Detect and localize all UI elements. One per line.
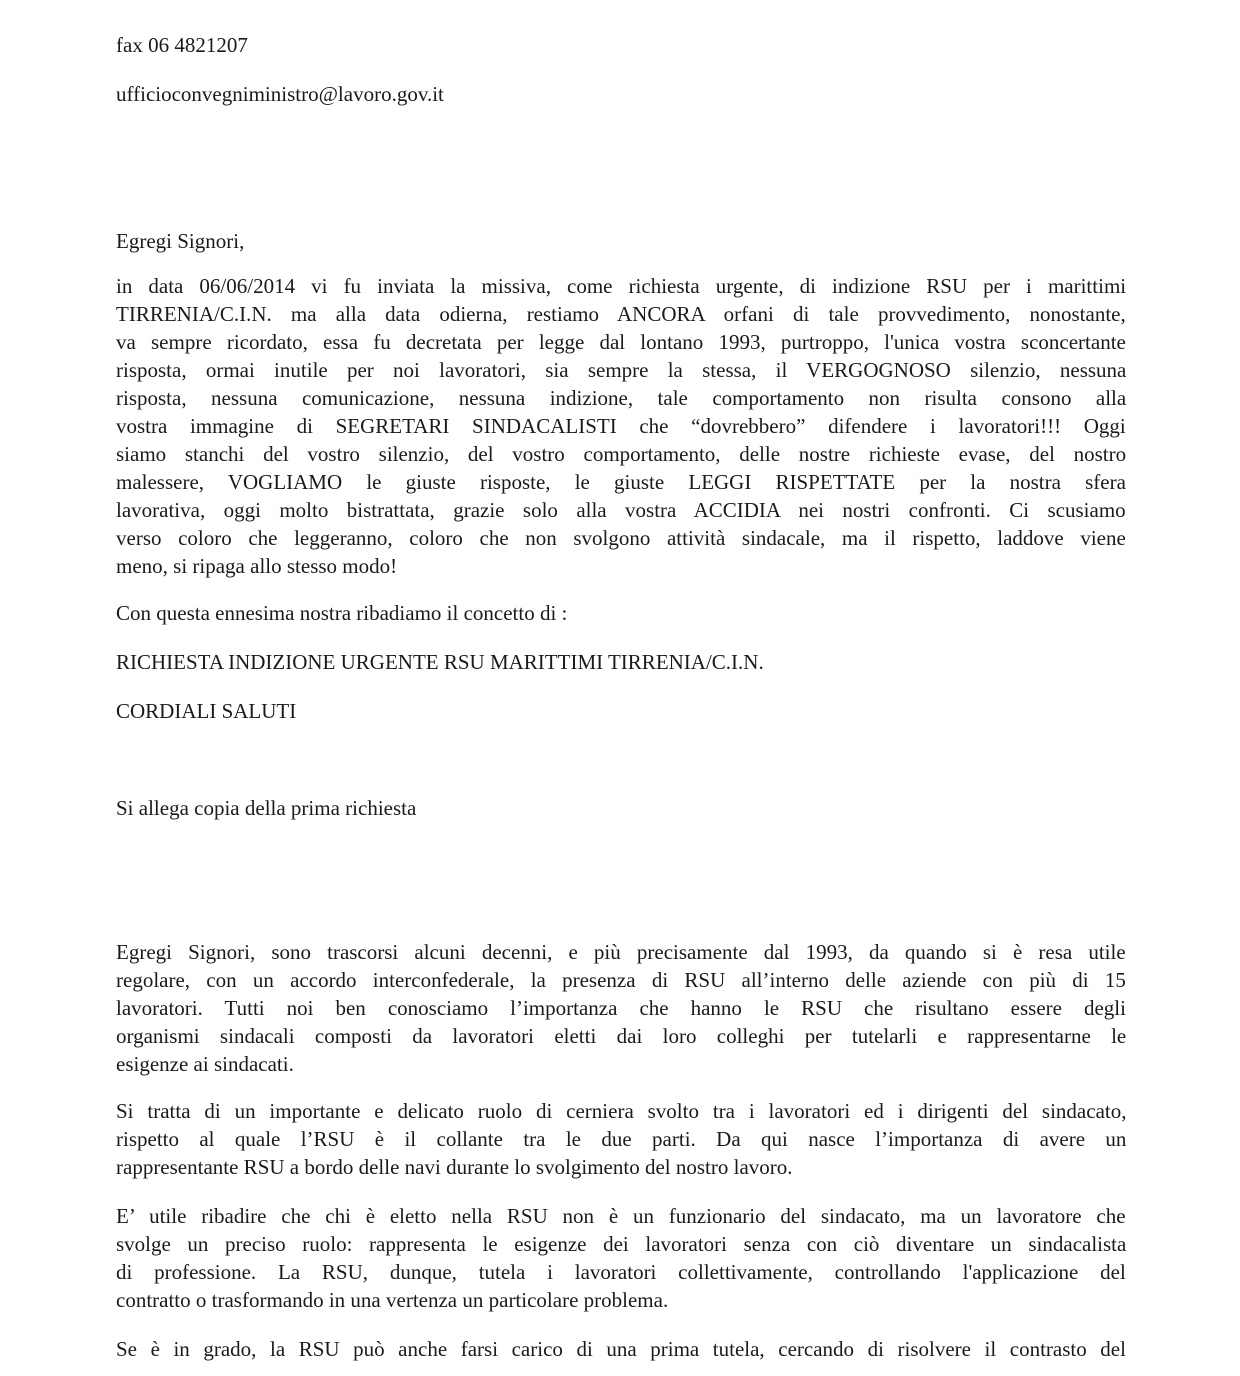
fax-number: fax 06 4821207 (116, 33, 248, 57)
paragraph-line: Si tratta di un importante e delicato ruolo di cerniera svolto tra i lavoratori ed i dirigenti del sindacato, (116, 1099, 1127, 1123)
body-line: siamo stanchi del vostro silenzio, del vostro comportamento, delle nostre richieste evase, del nostro (116, 442, 1127, 466)
reiterate-line: Con questa ennesima nostra ribadiamo il concetto di : (116, 601, 568, 625)
first-request-paragraph-2 (116, 1097, 1126, 1181)
body-line: risposta, nessuna comunicazione, nessuna indizione, tale comportamento non risulta consono alla (116, 386, 1127, 410)
attachment-note: Si allega copia della prima richiesta (116, 796, 417, 820)
body-line: TIRRENIA/C.I.N. ma alla data odierna, restiamo ANCORA orfani di tale provvedimento, nonostante, (116, 302, 1126, 326)
paragraph-line: rappresentante RSU a bordo delle navi durante lo svolgimento del nostro lavoro. (116, 1155, 793, 1179)
request-heading: RICHIESTA INDIZIONE URGENTE RSU MARITTIMI TIRRENIA/C.I.N. (116, 650, 764, 674)
body-line: verso coloro che leggeranno, coloro che non svolgono attività sindacale, ma il rispetto, laddove viene (116, 526, 1126, 550)
first-request-paragraph-3 (116, 1202, 1126, 1314)
paragraph-line: svolge un preciso ruolo: rappresenta le esigenze dei lavoratori senza con ciò diventare un sindacalista (116, 1232, 1127, 1256)
body-line: vostra immagine di SEGRETARI SINDACALISTI che “dovrebbero” difendere i lavoratori!!! Oggi (116, 414, 1126, 438)
salutation: Egregi Signori, (116, 229, 245, 253)
first-request-paragraph-1 (116, 938, 1126, 1078)
paragraph-line: regolare, con un accordo interconfederale, la presenza di RSU all’interno delle aziende con più di 15 (116, 968, 1126, 992)
letter-body (116, 272, 1126, 580)
paragraph-line: organismi sindacali composti da lavoratori eletti dai loro colleghi per tutelarli e rappresentarne le (116, 1024, 1127, 1048)
paragraph-line: esigenze ai sindacati. (116, 1052, 294, 1076)
paragraph-line: Se è in grado, la RSU può anche farsi carico di una prima tutela, cercando di risolvere il contrasto del (116, 1337, 1126, 1361)
paragraph-line: di professione. La RSU, dunque, tutela i lavoratori collettivamente, controllando l'applicazione del (116, 1260, 1126, 1284)
body-line: va sempre ricordato, essa fu decretata per legge dal lontano 1993, purtroppo, l'unica vostra sconcertante (116, 330, 1126, 354)
closing: CORDIALI SALUTI (116, 699, 297, 723)
email-address: ufficioconvegniministro@lavoro.gov.it (116, 82, 444, 106)
paragraph-line: Egregi Signori, sono trascorsi alcuni decenni, e più precisamente dal 1993, da quando si è resa utile (116, 940, 1126, 964)
paragraph-line: lavoratori. Tutti noi ben conosciamo l’importanza che hanno le RSU che risultano essere degli (116, 996, 1126, 1020)
body-line: lavorativa, oggi molto bistrattata, grazie solo alla vostra ACCIDIA nei nostri confronti. Ci scusiamo (116, 498, 1126, 522)
paragraph-line: contratto o trasformando in una vertenza un particolare problema. (116, 1288, 669, 1312)
body-line: risposta, ormai inutile per noi lavoratori, sia sempre la stessa, il VERGOGNOSO silenzio, nessuna (116, 358, 1127, 382)
first-request-paragraph-4 (116, 1335, 1126, 1363)
paragraph-line: rispetto al quale l’RSU è il collante tra le due parti. Da qui nasce l’importanza di avere un (116, 1127, 1127, 1151)
body-line: malessere, VOGLIAMO le giuste risposte, le giuste LEGGI RISPETTATE per la nostra sfera (116, 470, 1126, 494)
paragraph-line: E’ utile ribadire che chi è eletto nella RSU non è un funzionario del sindacato, ma un lavoratore che (116, 1204, 1126, 1228)
body-line: meno, si ripaga allo stesso modo! (116, 554, 398, 578)
body-line: in data 06/06/2014 vi fu inviata la missiva, come richiesta urgente, di indizione RSU per i marittimi (116, 274, 1127, 298)
